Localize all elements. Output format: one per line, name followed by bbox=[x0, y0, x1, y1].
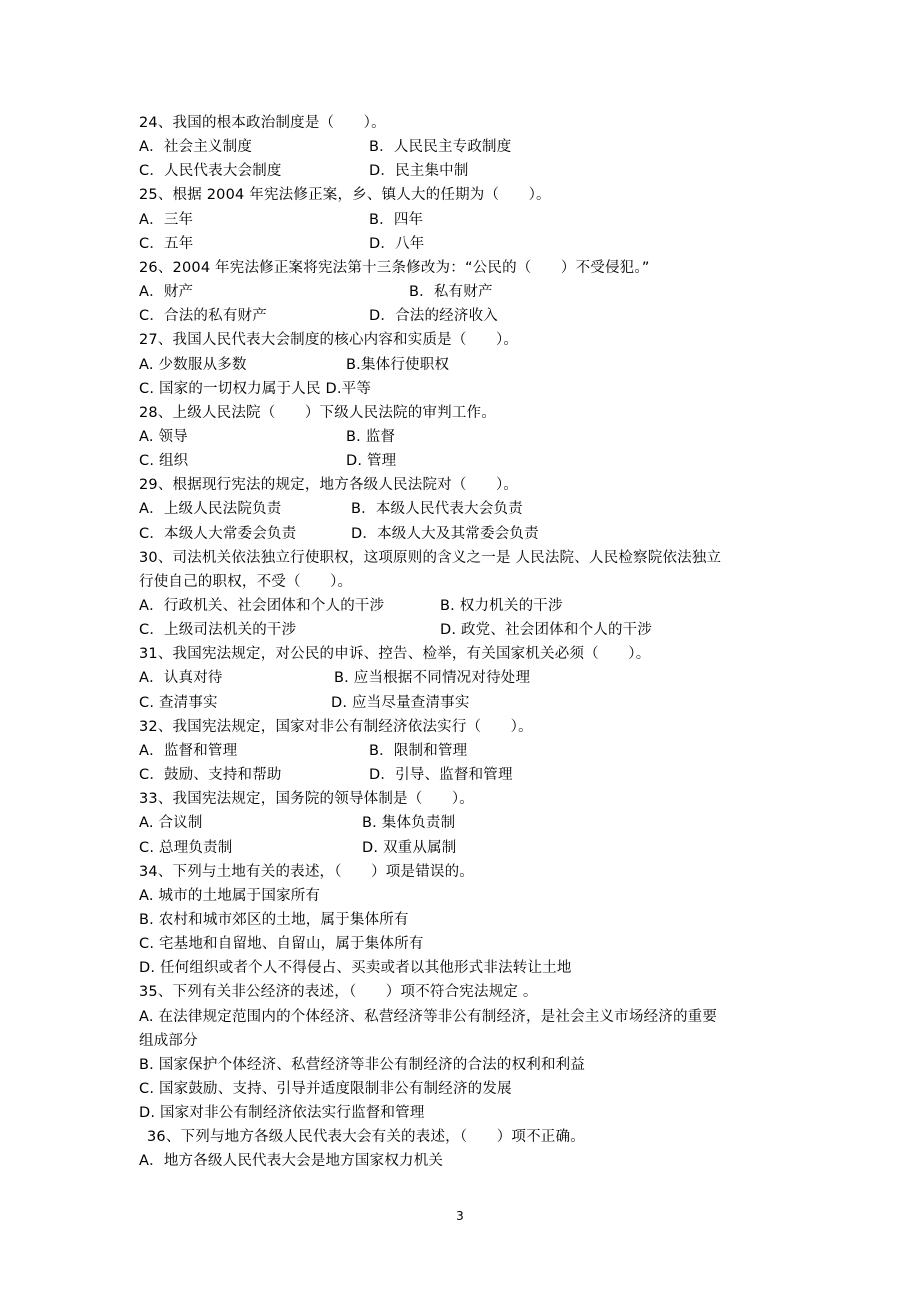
page-number: 3 bbox=[456, 1209, 464, 1223]
text-line bbox=[139, 425, 396, 449]
line-text: 34、下列与土地有关的表述，（ ）项是错误的。 bbox=[139, 863, 474, 880]
option-text: B．四年 bbox=[369, 211, 424, 228]
text-line bbox=[139, 111, 386, 135]
line-text: 33、我国宪法规定，国务院的领导体制是（ ）。 bbox=[139, 791, 474, 808]
line-text: A. 少数服从多数 bbox=[139, 356, 247, 373]
line-text: A．行政机关、社会团体和个人的干涉 bbox=[139, 598, 385, 614]
line-text: 27、我国人民代表大会制度的核心内容和实质是（ ）。 bbox=[139, 332, 519, 349]
text-line bbox=[139, 353, 450, 377]
line-text: C. 宅基地和自留地、自留山，属于集体所有 bbox=[139, 936, 424, 953]
line-text: 25、根据 2004 年宪法修正案，乡、镇人大的任期为（ ）。 bbox=[139, 187, 551, 204]
option-text: D．合法的经济收入 bbox=[369, 308, 498, 325]
text-line bbox=[139, 594, 563, 618]
line-text: 32、我国宪法规定，国家对非公有制经济依法实行（ ）。 bbox=[139, 718, 533, 735]
text-line bbox=[139, 256, 650, 280]
line-text: C．本级人大常委会负责 bbox=[139, 525, 297, 542]
line-text: A．财产 bbox=[139, 284, 194, 301]
line-text: C．鼓励、支持和帮助 bbox=[139, 767, 282, 784]
text-line bbox=[139, 1149, 443, 1173]
line-text: C．人民代表大会制度 bbox=[139, 163, 282, 180]
text-line bbox=[139, 159, 469, 183]
line-text: A. 领导 bbox=[139, 428, 188, 445]
line-text: 36、下列与地方各级人民代表大会有关的表述，（ ）项不正确。 bbox=[147, 1129, 585, 1146]
text-line bbox=[139, 1053, 585, 1077]
line-text: C. 国家的一切权力属于人民 D.平等 bbox=[139, 380, 372, 397]
text-line bbox=[139, 546, 721, 570]
line-text: A. 城市的土地属于国家所有 bbox=[139, 887, 321, 904]
line-text: 30、司法机关依法独立行使职权，这项原则的含义之一是 人民法院、人民检察院依法独立 bbox=[139, 549, 722, 566]
text-line bbox=[139, 715, 533, 739]
text-line bbox=[147, 1125, 585, 1149]
text-line bbox=[139, 666, 531, 690]
option-text: D. 政党、社会团体和个人的干涉 bbox=[440, 622, 653, 639]
line-text: C. 组织 bbox=[139, 453, 189, 470]
text-line bbox=[139, 932, 424, 956]
line-text: A．监督和管理 bbox=[139, 742, 238, 759]
text-line bbox=[139, 763, 513, 787]
line-text: C. 国家鼓励、支持、引导并适度限制非公有制经济的发展 bbox=[139, 1081, 512, 1097]
text-line bbox=[139, 208, 424, 232]
option-text: D. 双重从属制 bbox=[362, 839, 457, 856]
text-line bbox=[139, 232, 425, 256]
text-line bbox=[139, 642, 650, 666]
line-text: D. 任何组织或者个人不得侵占、买卖或者以其他形式非法转让土地 bbox=[139, 960, 572, 977]
option-text: B. 集体负责制 bbox=[362, 815, 456, 832]
text-line bbox=[139, 449, 397, 473]
option-text: D．八年 bbox=[369, 235, 425, 252]
option-text: B.集体行使职权 bbox=[346, 356, 450, 373]
line-text: 26、2004 年宪法修正案将宪法第十三条修改为：“公民的（ ）不受侵犯。” bbox=[139, 259, 650, 276]
text-line bbox=[139, 980, 538, 1004]
line-text: A．认真对待 bbox=[139, 670, 223, 687]
line-text: 29、根据现行宪法的规定，地方各级人民法院对（ ）。 bbox=[139, 477, 519, 494]
line-text: C．合法的私有财产 bbox=[139, 308, 267, 325]
text-line bbox=[139, 691, 470, 715]
text-line bbox=[139, 183, 551, 207]
line-text: D. 国家对非公有制经济依法实行监督和管理 bbox=[139, 1105, 425, 1122]
line-text: B. 农村和城市郊区的土地，属于集体所有 bbox=[139, 911, 409, 928]
option-text: D．本级人大及其常委会负责 bbox=[351, 525, 539, 542]
line-text: 28、上级人民法院（ ）下级人民法院的审判工作。 bbox=[139, 404, 496, 421]
text-line bbox=[139, 787, 474, 811]
line-text: C. 总理负责制 bbox=[139, 839, 233, 856]
line-text: A. 在法律规定范围内的个体经济、私营经济等非公有制经济，是社会主义市场经济的重要 bbox=[139, 1008, 718, 1025]
line-text: C. 查清事实 bbox=[139, 694, 218, 711]
text-line bbox=[139, 1005, 717, 1029]
text-line bbox=[139, 401, 496, 425]
line-text: C．上级司法机关的干涉 bbox=[139, 622, 297, 639]
text-line bbox=[139, 377, 371, 401]
option-text: B．私有财产 bbox=[409, 284, 493, 301]
text-line bbox=[139, 956, 572, 980]
text-line bbox=[139, 884, 320, 908]
text-line bbox=[139, 860, 474, 884]
line-text: B. 国家保护个体经济、私营经济等非公有制经济的合法的权利和利益 bbox=[139, 1056, 586, 1073]
line-text: 31、我国宪法规定，对公民的申诉、控告、检举，有关国家机关必须（ ）。 bbox=[139, 646, 651, 663]
line-text: A. 合议制 bbox=[139, 815, 203, 832]
option-text: B．本级人民代表大会负责 bbox=[351, 501, 523, 518]
text-line bbox=[139, 811, 456, 835]
option-text: D．民主集中制 bbox=[369, 163, 469, 180]
text-line bbox=[139, 280, 493, 304]
option-text: B. 权力机关的干涉 bbox=[440, 598, 563, 614]
option-text: D. 管理 bbox=[346, 453, 397, 470]
text-line bbox=[139, 497, 523, 521]
text-line bbox=[139, 1077, 512, 1101]
line-text: A．地方各级人民代表大会是地方国家权力机关 bbox=[139, 1153, 444, 1170]
text-line bbox=[139, 473, 518, 497]
line-text: A．上级人民法院负责 bbox=[139, 501, 282, 518]
text-line bbox=[139, 908, 409, 932]
option-text: B．限制和管理 bbox=[369, 742, 468, 759]
line-text: 行使自己的职权，不受（ ）。 bbox=[139, 573, 353, 590]
line-text: A．三年 bbox=[139, 211, 194, 228]
text-line bbox=[139, 304, 498, 328]
text-line bbox=[139, 618, 653, 642]
text-line bbox=[139, 739, 468, 763]
option-text: D. 应当尽量查清事实 bbox=[331, 694, 470, 711]
line-text: 组成部分 bbox=[139, 1032, 198, 1049]
text-line bbox=[139, 570, 352, 594]
line-text: C．五年 bbox=[139, 235, 194, 252]
text-line bbox=[139, 522, 539, 546]
option-text: B. 监督 bbox=[346, 428, 396, 445]
option-text: D．引导、监督和管理 bbox=[369, 767, 513, 784]
text-line bbox=[139, 1101, 425, 1125]
text-line bbox=[139, 1029, 198, 1053]
option-text: B. 应当根据不同情况对待处理 bbox=[334, 670, 531, 687]
text-line bbox=[139, 836, 457, 860]
line-text: 35、下列有关非公经济的表述，（ ）项不符合宪法规定 。 bbox=[139, 984, 538, 1001]
option-text: B．人民民主专政制度 bbox=[369, 139, 512, 156]
text-line bbox=[139, 135, 512, 159]
line-text: A．社会主义制度 bbox=[139, 139, 253, 156]
line-text: 24、我国的根本政治制度是（ ）。 bbox=[139, 115, 386, 131]
text-line bbox=[139, 328, 518, 352]
